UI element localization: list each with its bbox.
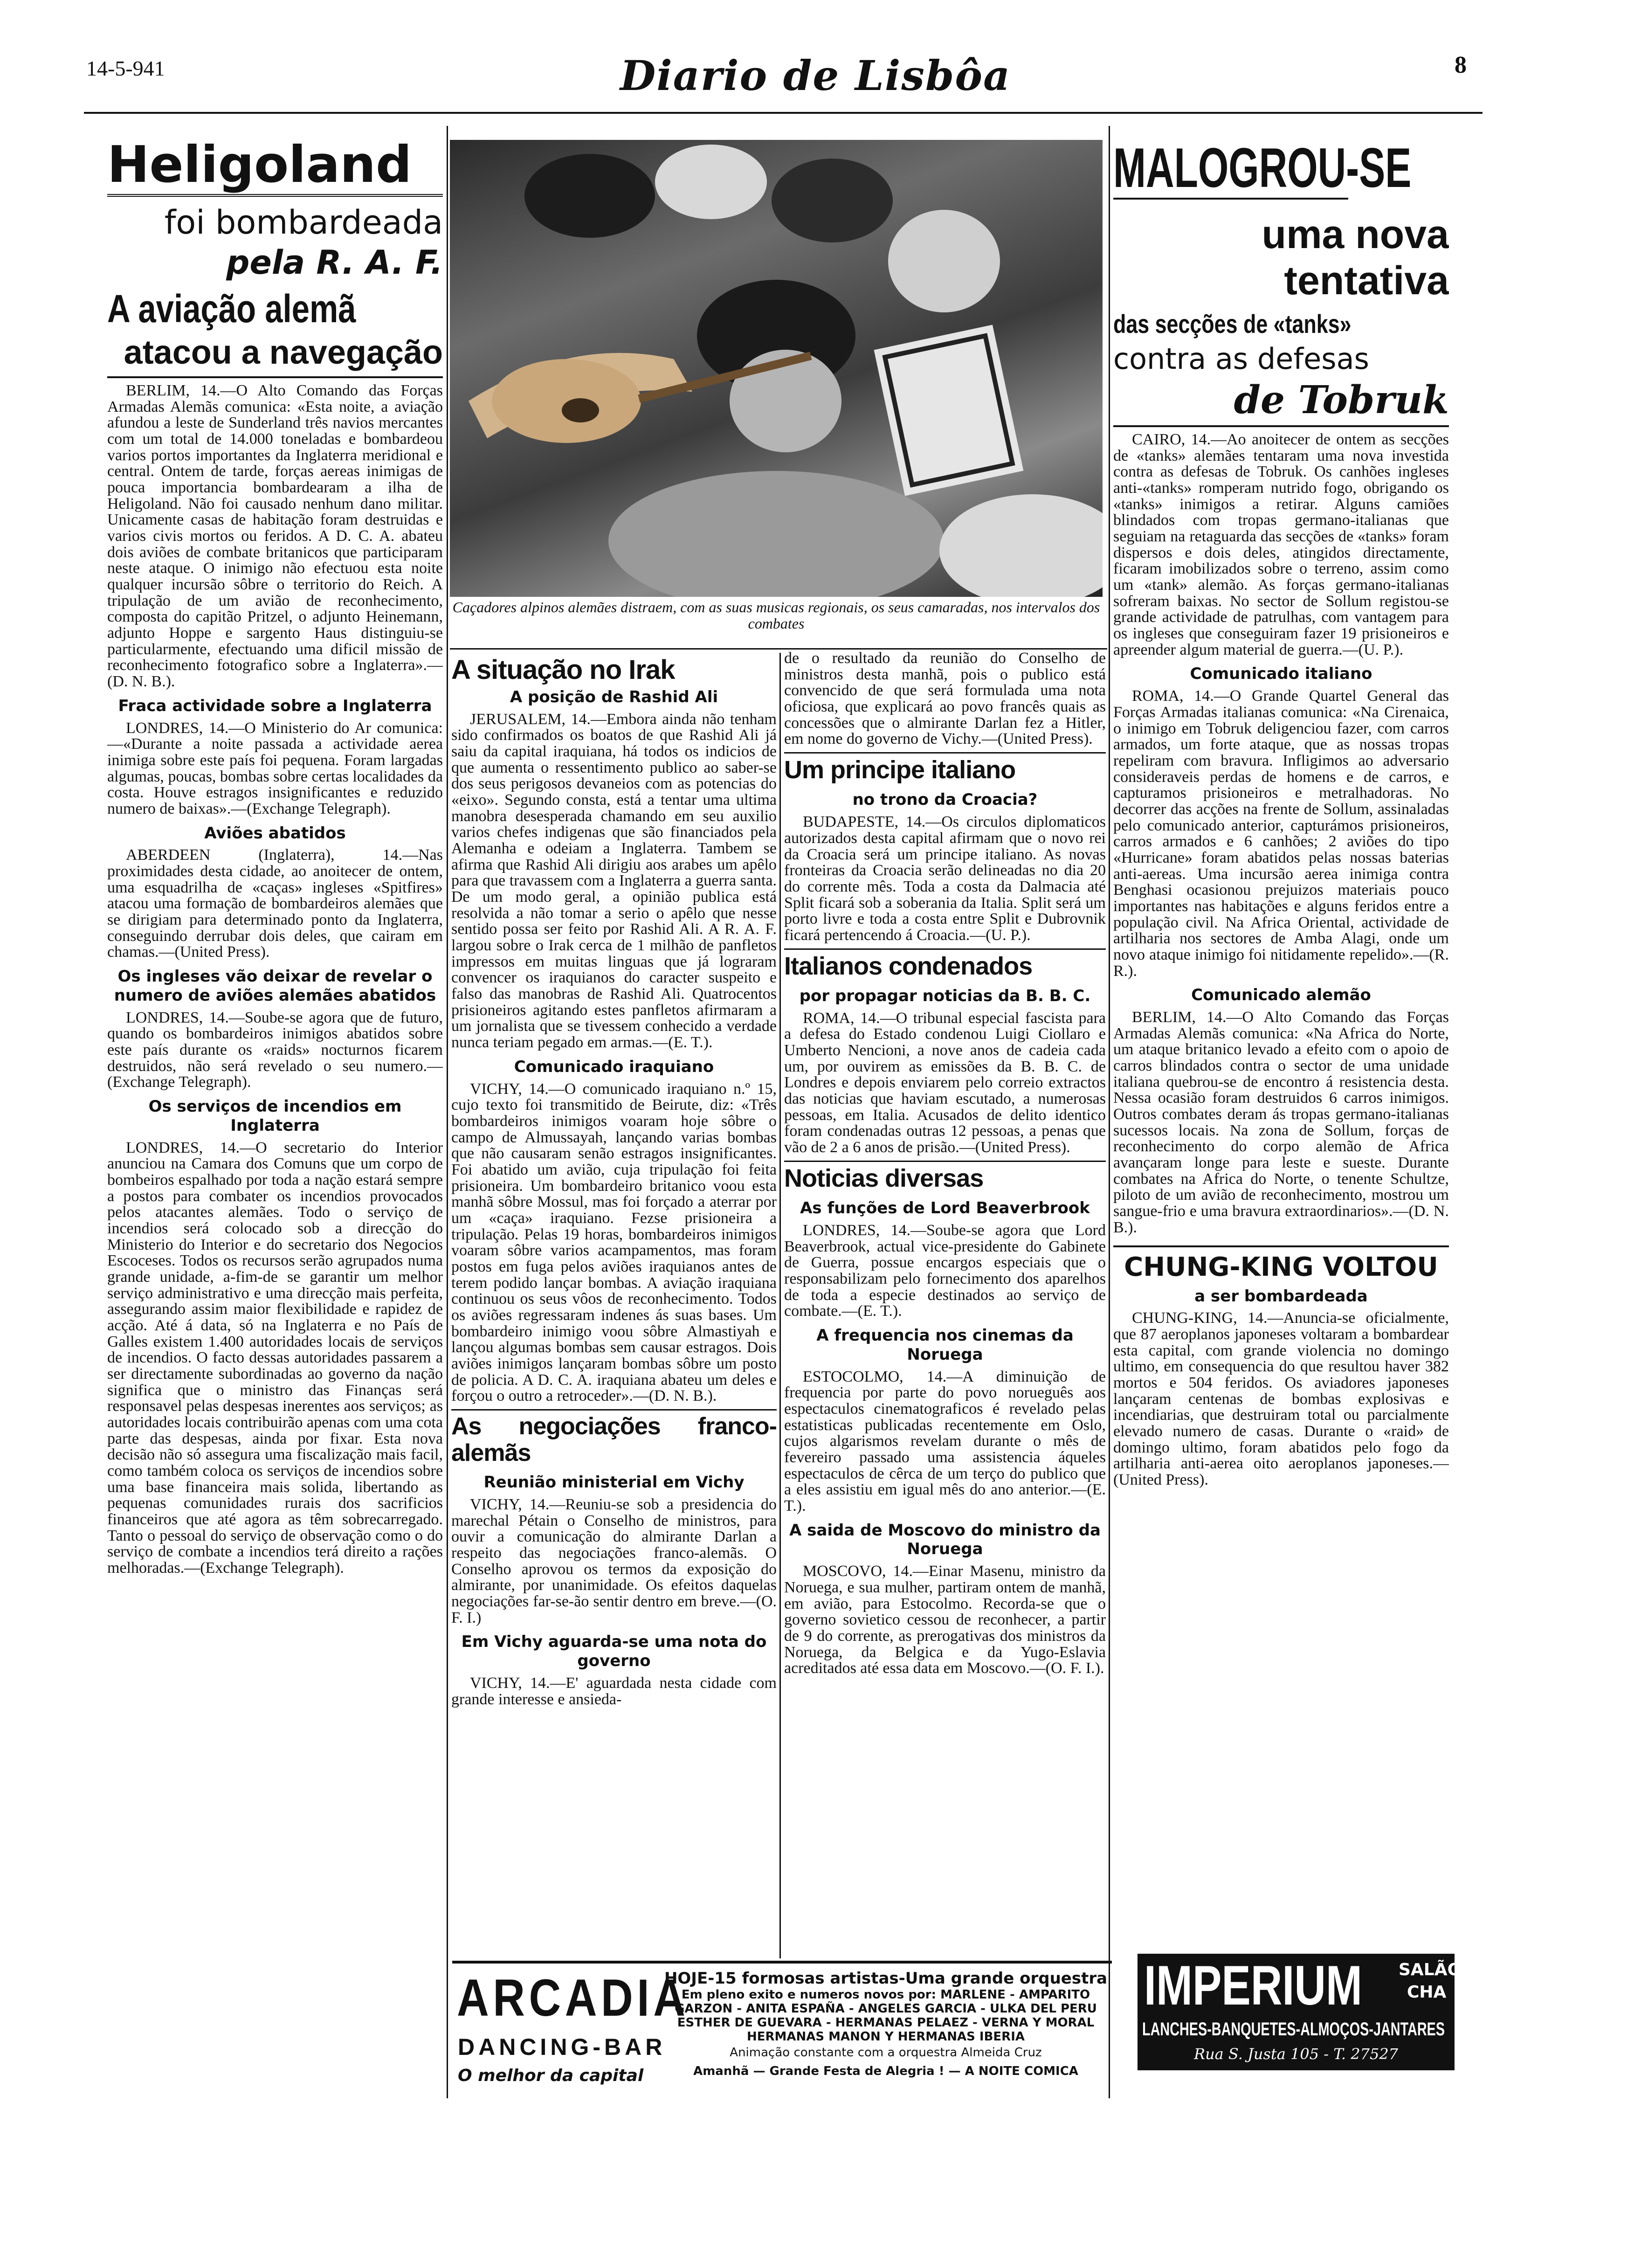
article-text: LONDRES, 14.—Soube-se agora que de futuro, quando os bombardeiros inimigos abatidos sobre este país durante os «raids» nocturnos ficarem destruidos, não será revelado o seu numero.—(Exchange Telegraph). xyxy=(107,1009,443,1091)
subhead-bombardeada: foi bombardeada xyxy=(164,203,443,242)
ad-arcadia-name: ARCADIA xyxy=(457,1969,689,2027)
headline-negociacoes: As negociações franco-alemãs xyxy=(451,1409,777,1466)
article-text: CAIRO, 14.—Ao anoitecer de ontem as secções de «tanks» alemães tentaram uma nova investida contra as defesas de Tobruk. Os canhões ingleses anti-«tanks» romperam nutrido fogo, obrigando os «tanks» inimigos a retirar. Alguns camiões blindados com tropas germano-italianas que seguiam na retaguarda das secções de «tanks» foram dispersos e dois deles, atingidos directamente, ficaram imobilizados sobre o terreno, assim como um «tank» alemão. As forças germano-italianas sofreram baixas. No sector de Sollum registou-se grande actividade de patrulhas, com vantagem para os ingleses que conseguiram fazer 19 prisioneiros e apreender algum material de guerra.—(U. P.). xyxy=(1113,431,1449,658)
subhead-aviacao: A aviação alemã xyxy=(107,287,356,331)
section-heading: Reunião ministerial em Vichy xyxy=(483,1473,745,1492)
headline-chungking: CHUNG-KING VOLTOU xyxy=(1113,1245,1449,1280)
ad-arcadia-line: HERMANAS MANON Y HERMANAS IBERIA xyxy=(746,2030,1025,2044)
article-text: BERLIM, 14.—O Alto Comando das Forças Armadas Alemãs comunica: «Na Africa do Norte, um ataque britanico levado a efeito com o apoio de carros blindados contra o sector de uma unidade italiana quebrou-se de encontro á resistencia desta. Nessa ocasião foram destruidos 6 carros inimigos. Outros combates deram ás tropas germano-italianas sucessos locais. Na zona de Sollum, forças de reconhecimento do corpo alemão de Africa avançaram longe para leste e sueste. Durante combates na Africa do Norte, o tenente Schultze, piloto de um avião de reconhecimento, mostrou um sangue-frio e uma bravura extraordinarios».—(D. N. B.). xyxy=(1113,1009,1449,1236)
article-text: JERUSALEM, 14.—Embora ainda não tenham sido confirmados os boatos de que Rashid Ali já saiu da capital iraquiana, há todos os indicios de que aumenta o ressentimento publico ao saber-se dos seus perigosos devaneios com as potencias do «eixo». Segundo consta, está a tentar uma ultima manobra desesperada chamando em seu auxilio varios chefes indigenas que são financiados pela Alemanha e odeiam a Inglaterra. Tambem se afirma que Rashid Ali dirigiu aos arabes um apêlo para que travassem com a Inglaterra a guerra santa. De um modo geral, a opinião publica está resolvida a não tomar a serio o apêlo que nesse sentido possa ser feito por Rashid Ali. A R. A. F. largou sobre o Irak cerca de 1 milhão de panfletos impressos em muitas linguas que já lograram convencer os iraquianos do caracter suspeito e falso das manobras de Rashid Ali. Quatrocentos prisioneiros agitando estes panfletos afirmaram a um jornalista que se tivessem conhecido a verdade nunca teriam pegado em armas.—(E. T.). xyxy=(451,710,777,1051)
article-text: LONDRES, 14.—O Ministerio do Ar comunica:—«Durante a noite passada a actividade aerea inimiga sobre este país foi pequena. Foram largadas algumas, poucas, bombas sobre certas localidades da costa. Houve estragos insignificantes e reduzido numero de baixas».—(Exchange Telegraph). xyxy=(107,719,443,817)
subhead-navegacao: atacou a navegação xyxy=(107,333,443,378)
ad-arcadia-line: GARZON - ANITA ESPAÑA - ANGELES GARCIA - ULKA DEL PERU xyxy=(675,2002,1097,2016)
section-heading: a ser bombardeada xyxy=(1194,1286,1368,1306)
section-heading: A frequencia nos cinemas da Noruega xyxy=(816,1326,1074,1364)
section-heading: A posição de Rashid Ali xyxy=(510,687,718,706)
headline-malogrou: MALOGROU-SE xyxy=(1113,140,1412,199)
ad-imperium-line: LANCHES-BANQUETES-ALMOÇOS-JANTARES xyxy=(1142,2019,1445,2040)
headline-heligoland: Heligoland xyxy=(107,140,443,197)
article-text: BERLIM, 14.—O Alto Comando das Forças Armadas Alemãs comunica: «Esta noite, a aviação afundou a leste de Sunderland três navios mercantes com um total de 14.000 toneladas e bombardeou varios portos importantes da Inglaterra meridional e central. Ontem de tarde, forças aereas inimigas de pouca importancia bombardearam a ilha de Heligoland. Não foi causado nenhum dano militar. Unicamente casas de habitação foram destruidas e varios civis mortos ou feridos. A D. C. A. abateu dois aviões de combate britanicos que participaram neste ataque. O inimigo não efectuou esta noite qualquer incursão sôbre o territorio do Reich. A tripulação de um avião de reconhecimento, composta do capitão Pritzel, o adjunto Heinemann, adjunto Hoppe e sargento Haus distinguiu-se particularmente, efectuando uma dificil missão de reconhecimento fotografico sobre a Inglaterra».—(D. N. B.). xyxy=(107,382,443,691)
photo-caption: Caçadores alpinos alemães distraem, com as suas musicas regionais, os seus camaradas, nos intervalos dos combates xyxy=(452,599,1100,632)
masthead-title: Diario de Lisbôa xyxy=(620,51,1011,100)
headline-noticias-diversas: Noticias diversas xyxy=(784,1161,1106,1192)
column-rule xyxy=(447,126,448,2098)
article-text: BUDAPESTE, 14.—Os circulos diplomaticos autorizados desta capital afirmam que o novo rei da Croacia será um principe italiano. As novas fronteiras da Croacia serão delineadas no dia 20 do corrente mês. Toda a costa da Dalmacia até Split ficará sob a soberania da Italia. Split será um porto livre e toda a costa entre Split e Dubrovnik ficará pertencendo á Croacia.—(U. P.). xyxy=(784,813,1106,944)
section-heading: A saida de Moscovo do ministro da Noruega xyxy=(789,1521,1101,1559)
subhead-defesas: contra as defesas xyxy=(1113,342,1369,376)
headline-principe: Um principe italiano xyxy=(784,752,1106,784)
section-heading: Aviões abatidos xyxy=(204,823,346,843)
article-text: MOSCOVO, 14.—Einar Masenu, ministro da Noruega, e sua mulher, partiram ontem de manhã, em avião, para Estocolmo. Recorda-se que o governo sovietico cessou de reconhecer, a partir de 9 do corrente, as prerogativas dos ministros da Noruega, da Belgica e da Yugo-Eslavia acreditados até essa data em Moscovo.—(O. F. I.). xyxy=(784,1563,1106,1677)
article-text: VICHY, 14.—O comunicado iraquiano n.º 15, cujo texto foi transmitido de Beirute, diz: «Três bombardeiros inimigos voaram hoje sôbre o campo de Almussayah, lançando varias bombas que não causaram senão estragos insignificantes. Foi abatido um avião, cuja tripulação foi feita prisioneira. Um bombardeiro britanico voou esta manhã sôbre Mossul, mas foi forçado a aterrar por um «caça» iraquiano. Fezse prisioneira a tripulação. Pelas 19 horas, bombardeiros inimigos voaram sôbre varios acampamentos, mas foram postos em fuga pelos aviões iraquianos antes de terem podido lançar bombas. A aviação iraquiana continuou os seus vôos de reconhecimento. Todos os aviões regressaram indenes ás suas bases. Um bombardeiro inimigo voou sôbre Almastiyah e lançou algumas bombas sem causar estragos. Dois aviões inimigos lançaram bombas sôbre um posto de policia. A D. C. A. iraquiana abateu um deles e forçou o outro a retroceder».—(D. N. B.). xyxy=(451,1080,777,1405)
section-heading: no trono da Croacia? xyxy=(852,790,1038,809)
ad-arcadia-line: ESTHER DE GUEVARA - HERMANAS PELAEZ - VERNA Y MORAL xyxy=(677,2016,1095,2030)
section-heading: por propagar noticias da B. B. C. xyxy=(799,986,1091,1005)
news-photo-alpine-soldiers xyxy=(450,140,1103,597)
article-text: ROMA, 14.—O Grande Quartel General das Forças Armadas italianas comunica: «Na Cirenaica, o inimigo em Tobruk deligenciou fazer, com carros armados, um forte ataque, que as nossas tropas repeliram com bravura. Infligimos ao adversario consideraveis perdas de homens e de carros, e capturamos prisioneiros e metralhadoras. No decorrer das acções na frente de Sollum, assinaladas pelo comunicado anterior, capturámos prisioneiros, carros armados e 6 canhões; 2 aviões do tipo «Hurricane» foram abatidos pelas nossas baterias anti-aereas. Uma incursão aerea inimiga contra Benghasi ocasionou prejuizos materiais pouco importantes nas habitações e alguns feridos entre a população civil. Na Africa Oriental, actividade de artilharia nos sectores de Amba Alagi, onde um novo ataque inimigo foi nitidamente repelido».—(R. R.). xyxy=(1113,687,1449,980)
page-number: 8 xyxy=(1455,52,1467,78)
article-text: ROMA, 14.—O tribunal especial fascista para a defesa do Estado condenou Luigi Ciollaro e Umberto Nencioni, a nove anos de cadeia cada um, por ouvirem as emissões da B. B. C. de Londres e depois enviarem pelo correio extractos das noticias que haviam escutado, a numerosas pessoas, em Italia. Acusados de delito identico foram condenadas outras 12 pessoas, a penas que vão de 2 a 6 anos de prisão.—(United Press). xyxy=(784,1009,1106,1156)
ad-arcadia-line: HOJE-15 formosas artistas-Uma grande orquestra xyxy=(664,1969,1108,1988)
ad-arcadia-line: Animação constante com a orquestra Almeida Cruz xyxy=(730,2046,1042,2060)
ad-arcadia-line: Em pleno exito e numeros novos por: MARLENE - AMPARITO xyxy=(681,1988,1090,2002)
section-heading: Comunicado iraquiano xyxy=(514,1057,714,1076)
article-text: VICHY, 14.—E' aguardada nesta cidade com grande interesse e ansieda- xyxy=(451,1674,777,1708)
subhead-raf: pela R. A. F. xyxy=(226,243,443,282)
header-rule xyxy=(84,112,1482,114)
ad-imperium-name: IMPERIUM xyxy=(1144,1954,1362,2017)
section-heading: Comunicado alemão xyxy=(1191,986,1371,1005)
ad-arcadia xyxy=(452,1961,1112,2099)
section-heading: Os ingleses vão deixar de revelar o numero de aviões alemães abatidos xyxy=(114,967,436,1005)
article-text: LONDRES, 14.—O secretario do Interior anunciou na Camara dos Comuns que um corpo de bombeiros espalhado por toda a nação estará sempre a postos para combater os incendios provocados pelos atacantes alemães. Todo o serviço de incendios será colocado sob a direcção do Ministerio do Interior e do secretario dos Negocios Escoceses. Todos os recursos serão agrupados numa grande unidade, a-fim-de se garantir um melhor serviço administrativo e uma direcção mais perfeita, assegurando assim maior flexibilidade e rapidez de acção. Até á data, só na Inglaterra e no País de Galles existem 1.400 autoridades locais de serviços de incendios. O facto dessas autoridades passarem a ser directamente subordinadas ao governo da nação significa que o ministro das Finanças será responsavel pelas despesas inerentes aos serviços; as autoridades locais contribuirão apenas com uma cota parte das despesas, ainda por fixar. Esta nova decisão não só assegura uma fiscalização mais facil, como também coloca os serviços de incendios sobre uma base financeira mais solida, libertando as pequenas comunidades rurais dos sacrificios financeiros que até agora as têm sobrecarregado. Tanto o pessoal do serviço de observação como o do serviço de combate a incendios terá direito a rações melhoradas.—(Exchange Telegraph). xyxy=(107,1139,443,1577)
subhead-tobruk: de Tobruk xyxy=(1113,378,1449,427)
section-heading: Os serviços de incendios em Inglaterra xyxy=(148,1097,402,1135)
column-tobruk xyxy=(1113,140,1449,1940)
column-heligoland xyxy=(107,140,443,2126)
section-heading: Fraca actividade sobre a Inglaterra xyxy=(118,696,432,715)
article-text: LONDRES, 14.—Soube-se agora que Lord Beaverbrook, actual vice-presidente do Gabinete de Guerra, possue encargos especiais que o responsabilizam pelo fornecimento dos aparelhos de toda a especie destinados ao serviço de combate.—(E. T.). xyxy=(784,1222,1106,1320)
column-noticias xyxy=(784,650,1106,1947)
article-text: CHUNG-KING, 14.—Anuncia-se oficialmente, que 87 aeroplanos japoneses voltaram a bombardear esta capital, com grande violencia no domingo ultimo, em consequencia do que resultou haver 382 mortos e 504 feridos. Os aviadores japoneses lançaram centenas de bombas explosivas e incendiarias, que destruiram total ou parcialmente elevado numero de casas. Durante o «raid» de domingo ultimo, foram abatidos pelo fogo da artilharia anti-aerea oito aeroplanos japoneses.—(United Press). xyxy=(1113,1309,1449,1489)
section-heading: Comunicado italiano xyxy=(1190,664,1372,684)
ad-imperium-salao: SALÃO xyxy=(1399,1960,1462,1979)
ad-arcadia-sub: DANCING-BAR xyxy=(458,2034,666,2060)
ad-arcadia-tag: O melhor da capital xyxy=(458,2066,644,2085)
ad-arcadia-line: Amanhã — Grande Festa de Alegria ! — A NOITE COMICA xyxy=(693,2064,1078,2078)
photo-illustration xyxy=(450,140,1103,597)
article-text: VICHY, 14.—Reuniu-se sob a presidencia do marechal Pétain o Conselho de ministros, para ouvir a comunicação do almirante Darlan a respeito das negociações franco-alemãs. O Conselho aprovou os termos da exposição do almirante, por unanimidade. Os efeitos daquelas negociações far-se-ão sentir dentro em breve.—(O. F. I.) xyxy=(451,1496,777,1626)
issue-date: 14-5-941 xyxy=(86,56,165,80)
ad-imperium xyxy=(1138,1954,1462,2070)
headline-italianos: Italianos condenados xyxy=(784,948,1106,980)
subhead-tentativa: uma nova tentativa xyxy=(1262,212,1449,303)
article-text: ABERDEEN (Inglaterra), 14.—Nas proximidades desta cidade, ao anoitecer de ontem, uma esquadrilha de «caças» ingleses «Spitfires» atacou uma formação de bombardeiros alemães que se dirigiam para determinado ponto da Inglaterra, conseguindo derrubar dois deles, que cairam em chamas.—(United Press). xyxy=(107,846,443,961)
article-text: ESTOCOLMO, 14.—A diminuição de frequencia por parte do povo norueguês aos espectaculos cinematograficos é revelado pelas estatisticas publicadas recentemente em Oslo, cujos algarismos revelam durante o mês de fevereiro passado uma assistencia áqueles espectaculos de cêrca de um terço do publico que a eles assistiu em igual mês do ano anterior.—(E. T.). xyxy=(784,1368,1106,1515)
subhead-tanks: das secções de «tanks» xyxy=(1113,309,1351,339)
column-rule xyxy=(1109,126,1110,2098)
headline-irak: A situação no Irak xyxy=(451,655,675,685)
section-heading: As funções de Lord Beaverbrook xyxy=(800,1199,1090,1218)
column-rule xyxy=(779,653,781,1958)
column-irak xyxy=(451,650,777,1947)
section-heading: Em Vichy aguarda-se uma nota do governo xyxy=(461,1632,767,1671)
ad-imperium-cha: CHA xyxy=(1407,1983,1447,2002)
photo-rule xyxy=(450,648,1107,650)
article-text: de o resultado da reunião do Conselho de ministros desta manhã, pois o publico está convencido de que será formulada uma nota oficiosa, que explicará ao povo francês quais as concessões que o almirante Darlan fez a Hitler, em nome do governo de Vichy.—(United Press). xyxy=(784,650,1106,748)
ad-imperium-address: Rua S. Justa 105 - T. 27527 xyxy=(1193,2045,1399,2063)
